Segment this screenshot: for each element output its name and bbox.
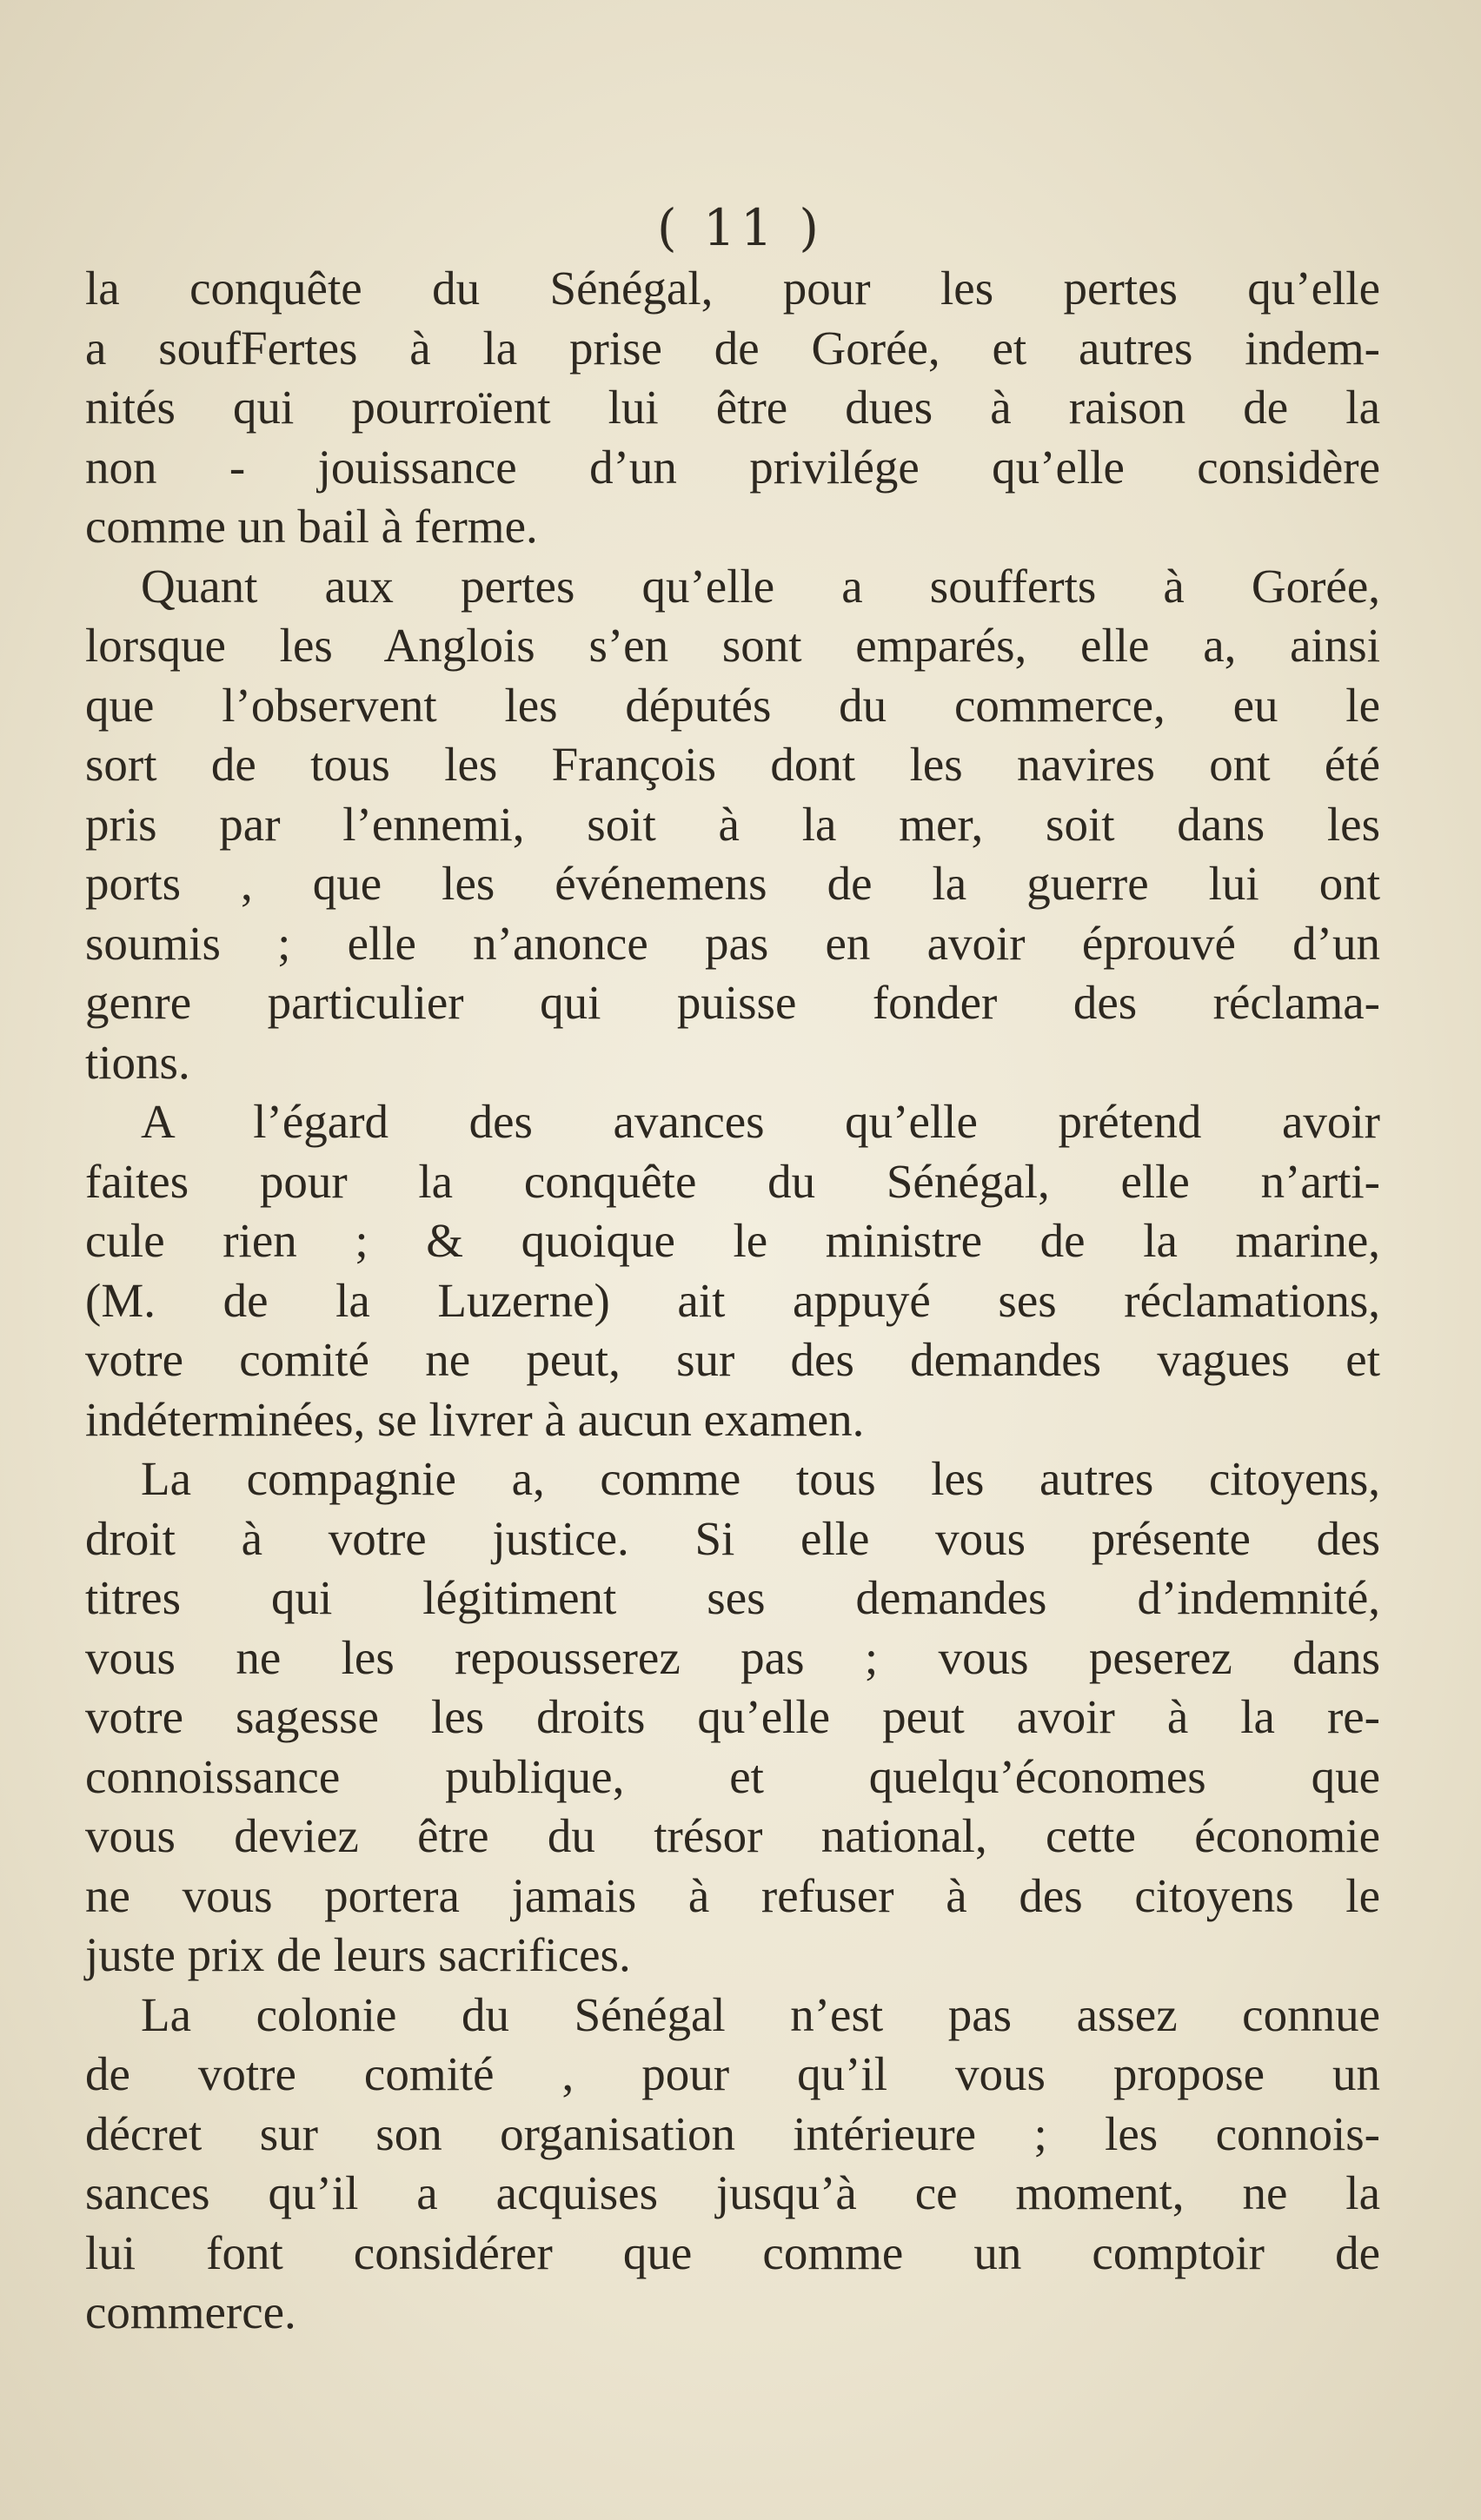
text-line: comme un bail à ferme. (85, 500, 538, 553)
paragraph (85, 557, 1380, 1093)
text-line: vous ne les repousserez pas ; vous peserez dans (85, 1630, 1380, 1684)
text-line: droit à votre justice. Si elle vous présente des (85, 1511, 1380, 1565)
text-line: titres qui légitiment ses demandes d’indemnité, (85, 1571, 1380, 1624)
text-line: votre sagesse les droits qu’elle peut avoir à la re- (85, 1690, 1380, 1743)
text-line: faites pour la conquête du Sénégal, elle n’arti- (85, 1154, 1380, 1208)
text-line: lorsque les Anglois s’en sont emparés, elle a, ainsi (85, 619, 1380, 672)
text-line: de votre comité , pour qu’il vous propose un (85, 2047, 1380, 2100)
text-line: indéterminées, se livrer à aucun examen. (85, 1392, 865, 1446)
paragraph (85, 1986, 1380, 2343)
paragraph (85, 259, 1380, 557)
text-line: soumis ; elle n’anonce pas en avoir éprouvé d’un (85, 916, 1380, 970)
text-line: sort de tous les François dont les navires ont été (85, 738, 1380, 791)
text-line: ports , que les événemens de la guerre lui ont (85, 857, 1380, 910)
text-line: genre particulier qui puisse fonder des réclama- (85, 976, 1380, 1029)
text-line: la conquête du Sénégal, pour les pertes qu’elle (85, 262, 1380, 315)
text-line: juste prix de leurs sacrifices. (85, 1928, 631, 1981)
text-line: A l’égard des avances qu’elle prétend avoir (141, 1095, 1380, 1148)
text-line: non - jouissance d’un privilége qu’elle considère (85, 440, 1380, 494)
text-line: La compagnie a, comme tous les autres citoyens, (141, 1452, 1380, 1505)
text-line: que l’observent les députés du commerce, eu le (85, 678, 1380, 732)
text-line: cule rien ; & quoique le ministre de la marine, (85, 1214, 1380, 1267)
text-line: lui font considérer que comme un comptoir de (85, 2225, 1380, 2279)
text-line: vous deviez être du trésor national, cette économie (85, 1809, 1380, 1862)
text-line: Quant aux pertes qu’elle a soufferts à Gorée, (141, 559, 1380, 613)
text-line: ne vous portera jamais à refuser à des citoyens le (85, 1868, 1380, 1922)
text-line: a soufFertes à la prise de Gorée, et autres indem- (85, 321, 1380, 375)
body-text (85, 259, 1380, 2343)
text-line: nités qui pourroïent lui être dues à raison de la (85, 381, 1380, 434)
text-line: sances qu’il a acquises jusqu’à ce moment, ne la (85, 2166, 1380, 2219)
paragraph (85, 1092, 1380, 1449)
text-line: pris par l’ennemi, soit à la mer, soit dans les (85, 797, 1380, 851)
text-line: connoissance publique, et quelqu’économes que (85, 1749, 1380, 1803)
page-number: ( 11 ) (657, 198, 824, 257)
text-line: tions. (85, 1035, 190, 1089)
text-line: votre comité ne peut, sur des demandes vagues et (85, 1333, 1380, 1386)
text-line: décret sur son organisation intérieure ; les connois- (85, 2106, 1380, 2160)
text-line: La colonie du Sénégal n’est pas assez connue (141, 1987, 1380, 2041)
text-line: commerce. (85, 2285, 296, 2338)
paragraph (85, 1449, 1380, 1986)
text-line: (M. de la Luzerne) ait appuyé ses réclamations, (85, 1273, 1380, 1327)
